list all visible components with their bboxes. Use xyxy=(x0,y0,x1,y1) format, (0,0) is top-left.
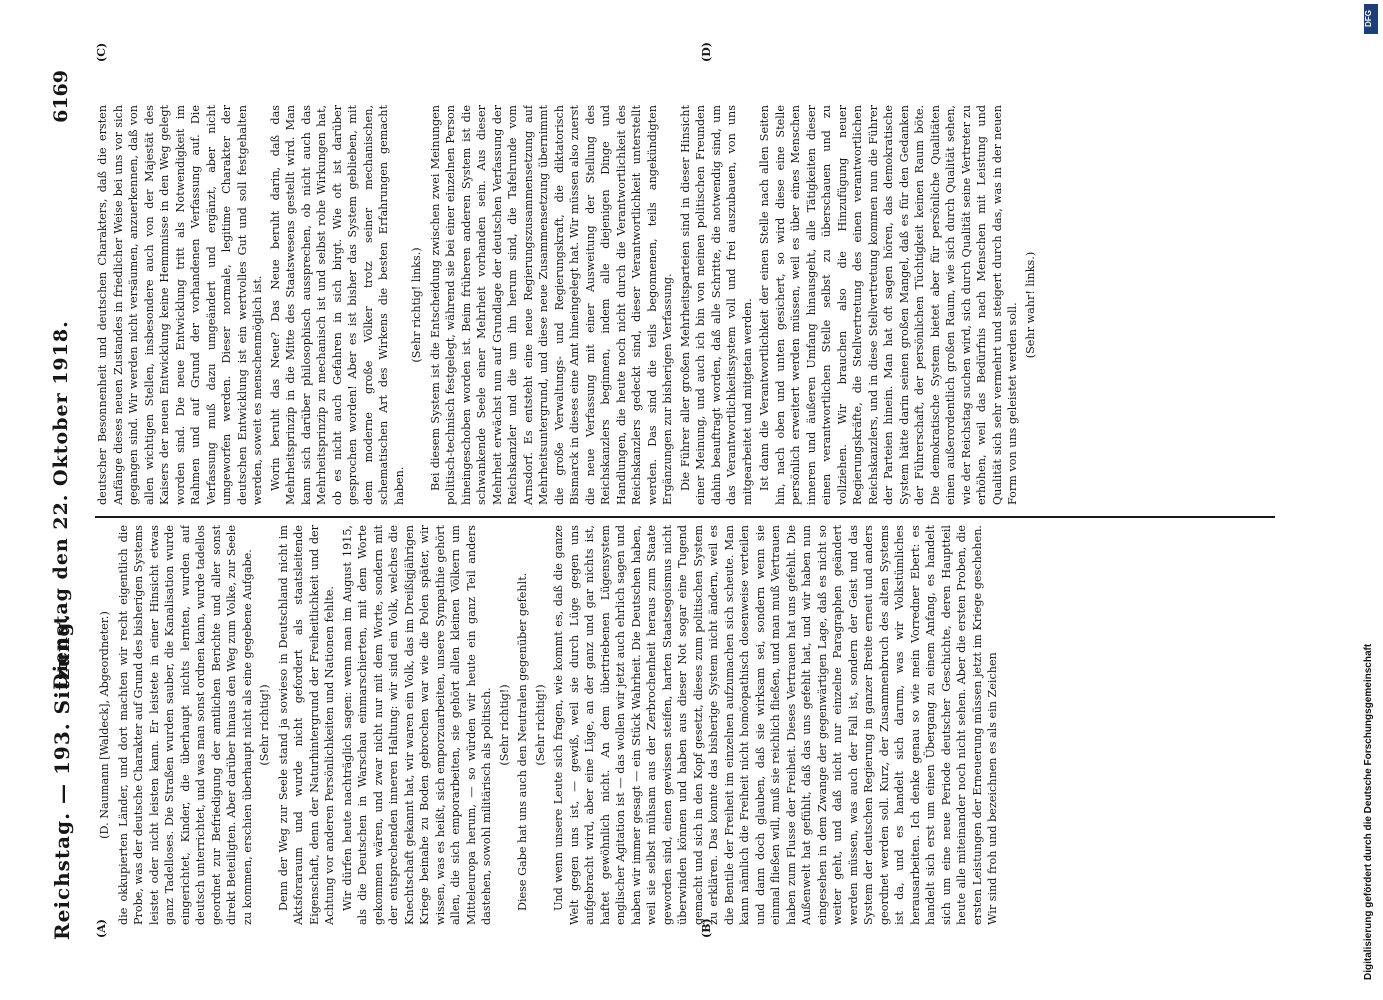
column-divider xyxy=(95,516,1275,518)
paragraph: Und wenn unsere Leute sich fragen, wie kommt es, daß die ganze Welt gegen uns ist, — gewiß, weil sie durch Lüge gegen uns aufgebracht wird, aber eine Lüge, an der ganz und gar nichts ist, haftet gewöhnlich nicht. An dem übertriebenen Lügensystem englischer Agitation ist — das wollen wir jetzt auch ehrlich sagen und haben wir immer gesagt — ein Stück Wahrheit. Die Deutschen haben, weil sie selbst mühsam aus der Zerbrochenheit heraus zum Staate geworden sind, einen gewissen steifen, harten Staatsegoismus nicht überwinden können und haben aus dieser Not sogar eine Tugend gemacht und sich in den Kopf gesetzt, dieses zum politischen System zu erklären. Das konnte das bisherige System nicht ändern, weil es die Bentile der Freiheit im einzelnen aufzumachen sich scheute. Man kann nämlich die Freiheit nicht homöopathisch dosenweise verteilen und dann doch glauben, daß sie wirksam sei, sondern wenn sie einmal fließen will, muß sie reichlich fließen, und man muß Vertrauen haben zum Flusse der Freiheit. Dieses Vertrauen hat uns gefehlt. Die Außenwelt hat gefühlt, daß das uns gefehlt hat, und wir haben nun eingesehen in dem Zwange der gegenwärtigen Lage, daß es nicht so weiter geht, und daß nicht nur einzelne Paragraphen geändert werden müssen, was auch der Fall ist, sondern der Geist und das System der deutschen Regierung in ganzer Breite erneut und anders geordnet werden soll. Kurz, der Zusammenbruch des alten Systems ist da, und es handelt sich darum, was wir Volkstümliches herausarbeiten. Ich denke genau so wie mein Vorredner Ebert: es handelt sich erst um einen Übergang zu einem Anfang, es handelt sich um eine neue Periode deutscher Geschichte, deren Hauptteil heute alle miteinander noch nicht sehen. Aber die ersten Proben, die ersten Leistungen der Erneuerung müssen jetzt im Kriege geschehen. Wir sind froh und bezeichnen es als ein Zeichen xyxy=(552,525,999,925)
digitization-sidebar xyxy=(1360,0,1383,1000)
paragraph: Wir dürfen heute nachträglich sagen: wenn man im August 1915, als die Deutschen in Warschau einmarschierten, mit dem Worte gekommen wären, und zwar nicht nur mit dem Worte, sondern mit der entsprechenden inneren Haltung: wir sind ein Volk, welches die Knechtschaft gekannt hat, wir waren ein Volk, das im Dreißigjährigen Kriege beinahe zu Boden gebrochen war wie die Polen später, wir wissen, was es heißt, sich emporzuarbeiten, unsere Sympathie gehört allen, die sich emporarbeiten, sie gehört allen kleinen Völkern um Mitteleuropa herum, — so würden wir heute ein ganz Teil anders dastehen, sowohl militärisch als politisch. xyxy=(340,525,493,925)
right-column xyxy=(95,105,1275,505)
interjection: (Sehr richtig!) xyxy=(258,684,271,766)
paragraph: Bei diesem System ist die Entscheidung zwischen zwei Meinungen politisch-technisch festgelegt, während sie bei einer einzelnen Person hineingeschoben worden ist. Beim früheren anderen System ist die schwankende Seele einer Mehrheit vorhanden sein. Aus dieser Mehrheit erwächst nun auf Grundlage der deutschen Verfassung der Reichskanzler und die um ihn herum sind, die Tafelrunde vom Arnsdorf. Es entsteht eine neue Regierungszusammensetzung auf Mehrheitsuntergrund, und diese neue Zusammensetzung übernimmt die große Verwaltungs- und Regierungskraft, die diktatorisch Bismarck in dieses eine Amt hineingelegt hat. Wir müssen also zuerst die neue Verfassung mit einer Ausweitung der Stellung des Reichskanzlers beginnen, indem alle diejenigen Dinge und Handlungen, die heute noch nicht durch die Verantwortlichkeit des Reichskanzlers gedeckt sind, dieser Verantwortlichkeit unterstellt werden. Das sind die teils begonnenen, teils angekündigten Ergänzungen zur bisherigen Verfassung. xyxy=(428,105,674,505)
interjection: (Sehr richtig! links.) xyxy=(410,247,423,363)
margin-marker-b: (B) xyxy=(700,918,713,938)
speaker-line: (D. Naumann [Waldeck], Abgeordneter.) xyxy=(98,611,111,839)
paragraph: Worin beruht das Neue? Das Neue beruht darin, daß das Mehrheitsprinzip in die Mitte des Staatswesens gestellt wird. Man kann sich darüber philosophisch aussprechen, ob nicht auch das Mehrheitsprinzip zu mechanisch ist und selbst rohe Wirkungen hat, ob es nicht auch Gefahren in sich birgt. Wie oft ist darüber gesprochen worden! Aber es ist bisher das System geblieben, mit dem moderne große Völker trotz seiner mechanischen, schematischen Art des Wirkens die besten Erfahrungen gemacht haben. xyxy=(268,105,406,505)
page-number: 6169 xyxy=(50,70,72,123)
running-head-left: Reichstag. — 193. Sitzung. xyxy=(50,613,74,940)
dfg-logo: DFG xyxy=(1364,4,1378,34)
paragraph: Denn der Weg zur Seele stand ja sowieso in Deutschland nicht im Aktsforaraum und wurde nicht gefordert als staatsleitende Eigenschaft, denn der Naturhintergrund der Freiheitlichkeit und der Achtung vor anderen Persönlichkeiten und Nationen fehlte. xyxy=(276,525,336,925)
paragraph: Die Führer aller großen Mehrheitsparteien sind in dieser Hinsicht einer Meinung, und auch ich bin von meinen politischen Freunden dahin beauftragt worden, daß alle Schritte, die notwendig sind, um das Verantwortlichkeitssystem voll und frei auszubauen, von uns mitgearbeitet und mitgetan werden. xyxy=(678,105,754,505)
interjection: (Sehr richtig!) xyxy=(533,684,547,766)
paragraph: die okkupierten Länder, und dort machten wir recht eigentlich die Probe, was der deutsche Charakter auf Grund des bisherigen Systems leistet oder nicht leisten kann. Er leistete in einer Hinsicht etwas ganz Tadelloses. Die Straßen wurden sauber, die Kanalisation wurde eingerichtet, Kinder, die überhaupt nichts lernten, wurden auf deutsch unterrichtet, und was man sonst ordnen kann, wurde tadellos geordnet zur Befriedigung der amtlichen Berichte und aller sonst direkt Beteiligten. Aber darüber hinaus den Weg zum Volke, zur Seele zu kommen, erschien überhaupt nicht als eine gegebene Aufgabe. xyxy=(116,525,254,925)
interjection: (Sehr richtig!) xyxy=(497,684,511,766)
margin-marker-a: (A) xyxy=(95,919,108,938)
page-header xyxy=(40,70,80,940)
running-head-date: Dienstag den 22. Oktober 1918. xyxy=(50,320,72,690)
paragraph: Ist dann die Verantwortlichkeit der einen Stelle nach allen Seiten hin, nach oben und unten gesichert, so wird diese eine Stelle persönlich erweitert werden müssen, weil es über eines Menschen inneren und äußeren Umfang hinausgeht, alle Tätigkeiten dieser einen verantwortlichen Stelle selbst zu überschauen und zu vollziehen. Wir brauchen also die Hinzufügung neuer Regierungskräfte, die Stellvertretung des einen verantwortlichen Reichskanzlers, und in diese Stellvertretung kommen nun die Führer der Parteien hinein. Man hat oft sagen hören, das demokratische System hätte darin seinen großen Mangel, daß es für den Gedanken der Führerschaft, der persönlichen Tüchtigkeit keinen Raum böte. Die demokratische System bietet aber für persönliche Qualitäten einen außerordentlich großen Raum, wie sich durch Qualität sehen, wie der Reichstag suchen wird, sich durch Qualität seine Vertreter zu erhöhen, weil das Bedürfnis nach Menschen mit Leistung und Qualität sich sehr vermehrt und steigert durch das, was in der neuen Form von uns geleistet werden soll. xyxy=(758,105,1019,505)
left-column xyxy=(95,525,1275,925)
margin-marker-d: (D) xyxy=(700,42,713,62)
digitization-credit: Digitalisierung gefördert durch die Deutsche Forschungsgemeinschaft xyxy=(1363,643,1374,980)
interjection: (Sehr wahr! links.) xyxy=(1023,251,1037,359)
margin-marker-c: (C) xyxy=(95,42,108,62)
paragraph: Diese Gabe hat uns auch den Neutralen gegenüber gefehlt. xyxy=(516,572,529,911)
paragraph: deutscher Besonnenheit und deutschen Charakters, daß die ersten Anfänge dieses neuen Zustandes in friedlicher Weise bei uns vor sich gegangen sind. Wir werden nicht versäumen, anzuerkennen, daß von allen wichtigen Stellen, insbesondere auch von der Majestät des Kaisers der neuen Entwicklung keine Hemmnisse in den Weg gelegt worden sind. Die neue Entwicklung tritt als Notwendigkeit im Rahmen und auf Grund der vorhandenen Verfassung auf. Die Verfassung muß dazu umgeändert und ergänzt, aber nicht umgeworfen werden. Dieser normale, legitime Charakter der deutschen Entwicklung ist ein wertvolles Gut und soll festgehalten werden, soweit es menschenmöglich ist. xyxy=(96,105,264,505)
